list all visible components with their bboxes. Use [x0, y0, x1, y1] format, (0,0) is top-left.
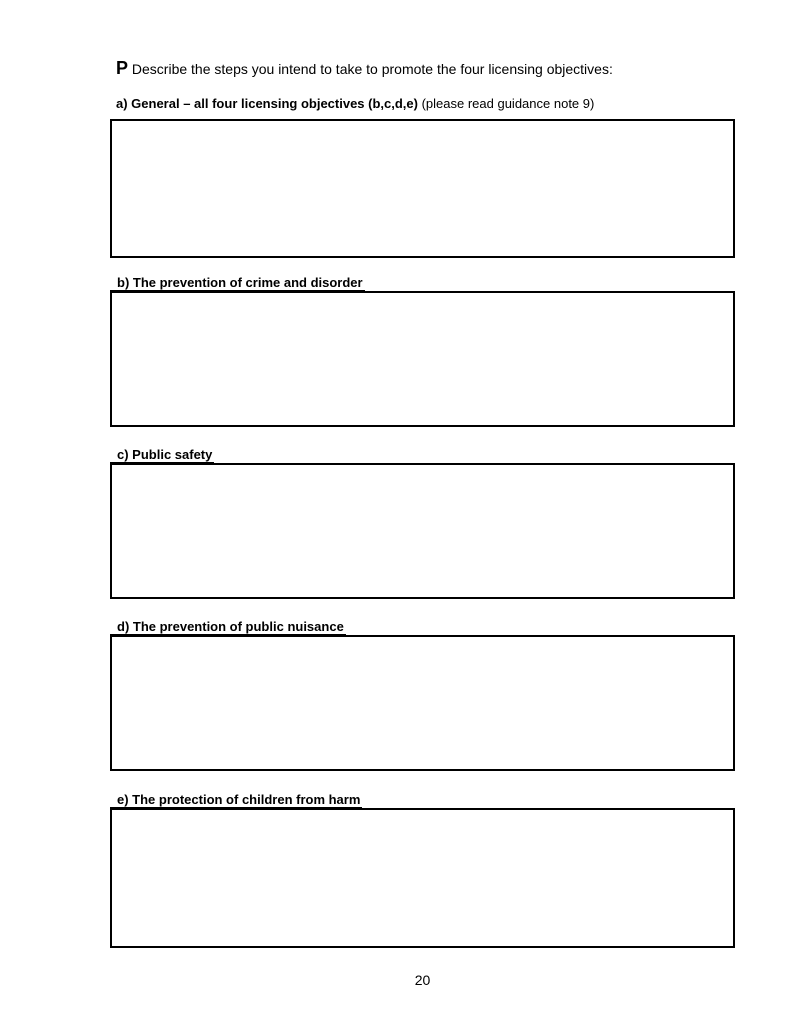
section-a-note: (please read guidance note 9): [417, 96, 595, 111]
section-e-label: e) The protection of children from harm: [110, 793, 362, 808]
section-a-heading: [116, 96, 594, 111]
section-d-label: d) The prevention of public nuisance: [110, 620, 346, 635]
general-objectives-textbox[interactable]: [110, 119, 735, 258]
section-a-label: a) General – all four licensing objectives (b,c,d,e): [116, 96, 418, 111]
intro-text: Describe the steps you intend to take to promote the four licensing objectives:: [128, 61, 613, 77]
section-c-label: c) Public safety: [110, 448, 214, 463]
section-intro: [116, 58, 613, 79]
section-b-label: b) The prevention of crime and disorder: [110, 276, 365, 291]
public-safety-textbox[interactable]: [110, 463, 735, 599]
page-number: 20: [414, 972, 431, 988]
public-nuisance-textbox[interactable]: [110, 635, 735, 771]
section-letter: P: [116, 58, 129, 78]
crime-disorder-textbox[interactable]: [110, 291, 735, 427]
children-harm-textbox[interactable]: [110, 808, 735, 948]
